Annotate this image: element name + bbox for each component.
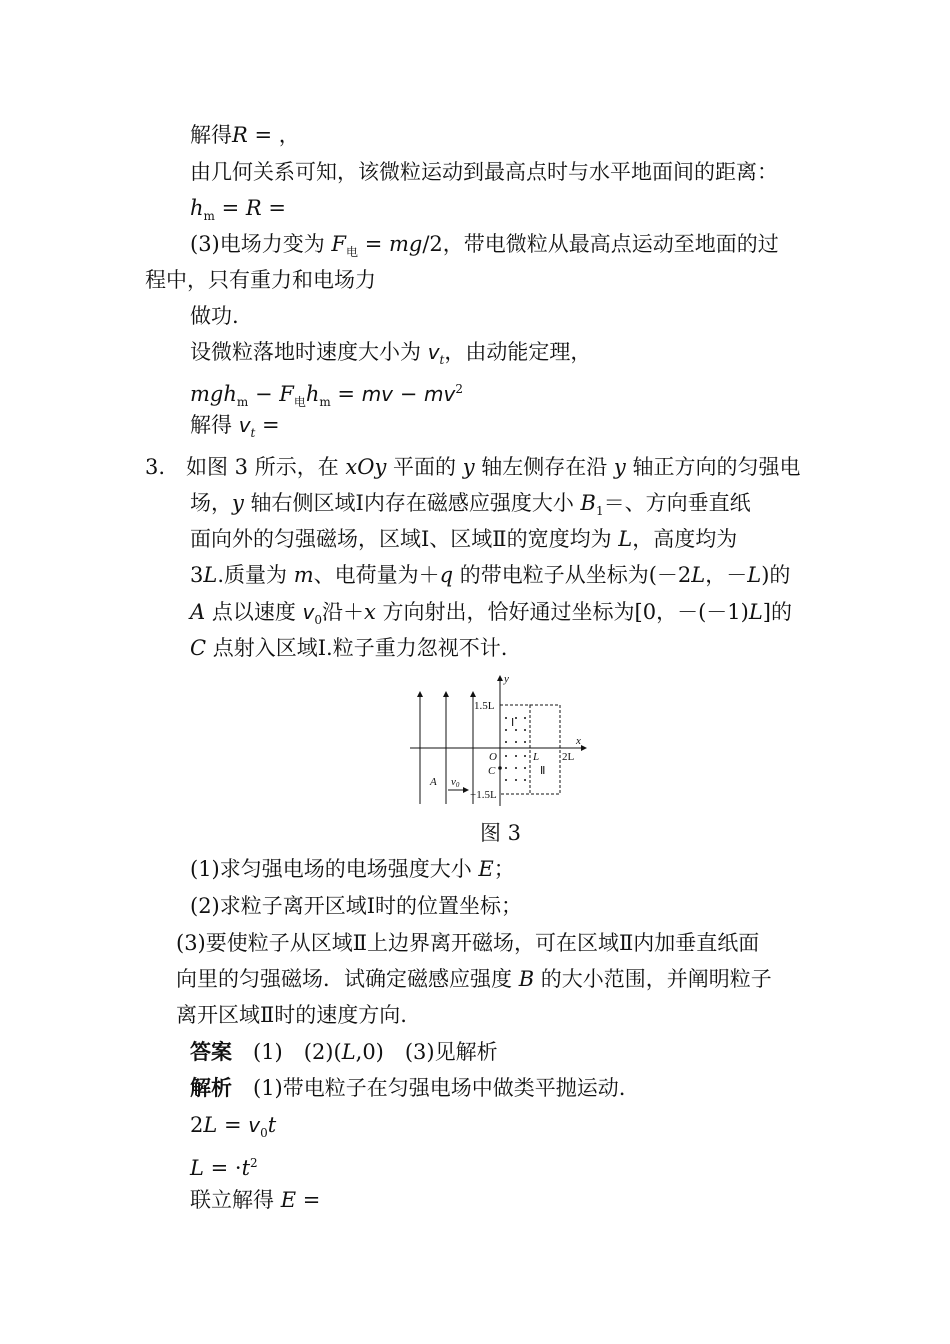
figure-caption: 图 3 [480, 821, 522, 845]
subquestion-3-line-1: (3)要使粒子从区域Ⅱ上边界离开磁场，可在区域Ⅱ内加垂直纸面 [176, 931, 760, 955]
question-number: 3. [145, 455, 166, 479]
label-bottom: −1.5L [470, 789, 497, 801]
question-line-4: 3L.质量为 m、电荷量为＋q 的带电粒子从坐标为(－2L，－L)的 [190, 563, 791, 587]
label-region-1: Ⅰ [511, 717, 515, 729]
magnetic-field-dots [505, 717, 526, 781]
region-2-boundary [530, 705, 560, 794]
equation-3: 联立解得 E = [190, 1188, 321, 1212]
equation-2: $L = \cdot t^2$ [190, 1156, 258, 1180]
text-line-1: 解得R = ， [190, 123, 300, 147]
label-v0: v0 [451, 776, 460, 789]
subquestion-3-line-2: 向里的匀强磁场．试确定磁感应强度 B 的大小范围，并阐明粒子 [176, 967, 772, 991]
label-top: 1.5L [474, 700, 495, 712]
text-line-4: (3)电场力变为 $F_电 = mg/2$，带电微粒从最高点运动至地面的过 [190, 232, 779, 260]
solution-label: 解析 [190, 1075, 232, 1100]
question-line-1: 如图 3 所示，在 xOy 平面的 y 轴左侧存在沿 y 轴正方向的匀强电 [186, 455, 801, 479]
label-x: x [576, 735, 581, 747]
text-line-8: $mgh_m - F_电h_m$ = mv − $mv^2$ [190, 382, 463, 410]
text-line-7: 设微粒落地时速度大小为 $v_t$，由动能定理， [190, 340, 592, 368]
question-line-6: C 点射入区域Ⅰ.粒子重力忽视不计. [190, 636, 508, 660]
label-c: C [488, 765, 496, 777]
subquestion-1: (1)求匀强电场的电场强度大小 E； [190, 857, 515, 881]
question-line-2: 场，y 轴右侧区域Ⅰ内存在磁感应强度大小 $B_1=$、方向垂直纸 [190, 491, 751, 519]
label-y: y [504, 673, 509, 685]
text-line-9: 解得 $v_t$ = [190, 413, 280, 441]
label-region-2: Ⅱ [540, 765, 546, 777]
text-line-2: 由几何关系可知，该微粒运动到最高点时与水平地面间的距离： [190, 160, 778, 184]
equation-1: $2L = v_0t$ [190, 1113, 277, 1141]
question-line-5: A 点以速度 $v_0$沿＋x 方向射出，恰好通过坐标为[0，－(－1)L]的 [190, 600, 792, 628]
text-line-5: 程中，只有重力和电场力 [145, 268, 376, 292]
label-2l: 2L [562, 751, 575, 763]
answer-line: 答案 (1) (2)(L,0) (3)见解析 [190, 1039, 498, 1064]
label-origin: O [489, 751, 497, 763]
subquestion-3-line-3: 离开区域Ⅱ时的速度方向. [176, 1003, 407, 1027]
question-line-3: 面向外的匀强磁场，区域Ⅰ、区域Ⅱ的宽度均为 L，高度均为 [190, 527, 738, 551]
subquestion-2: (2)求粒子离开区域Ⅰ时的位置坐标； [190, 894, 523, 918]
answer-label: 答案 [190, 1039, 232, 1064]
text-line-3: $h_m = R$ = [190, 196, 286, 224]
solution-line: 解析 (1)带电粒子在匀强电场中做类平抛运动. [190, 1075, 626, 1100]
text-line-6: 做功. [190, 304, 239, 328]
point-c-marker [498, 766, 502, 770]
label-a: A [430, 776, 437, 788]
label-l: L [533, 751, 540, 763]
figure-3-diagram [408, 672, 588, 812]
